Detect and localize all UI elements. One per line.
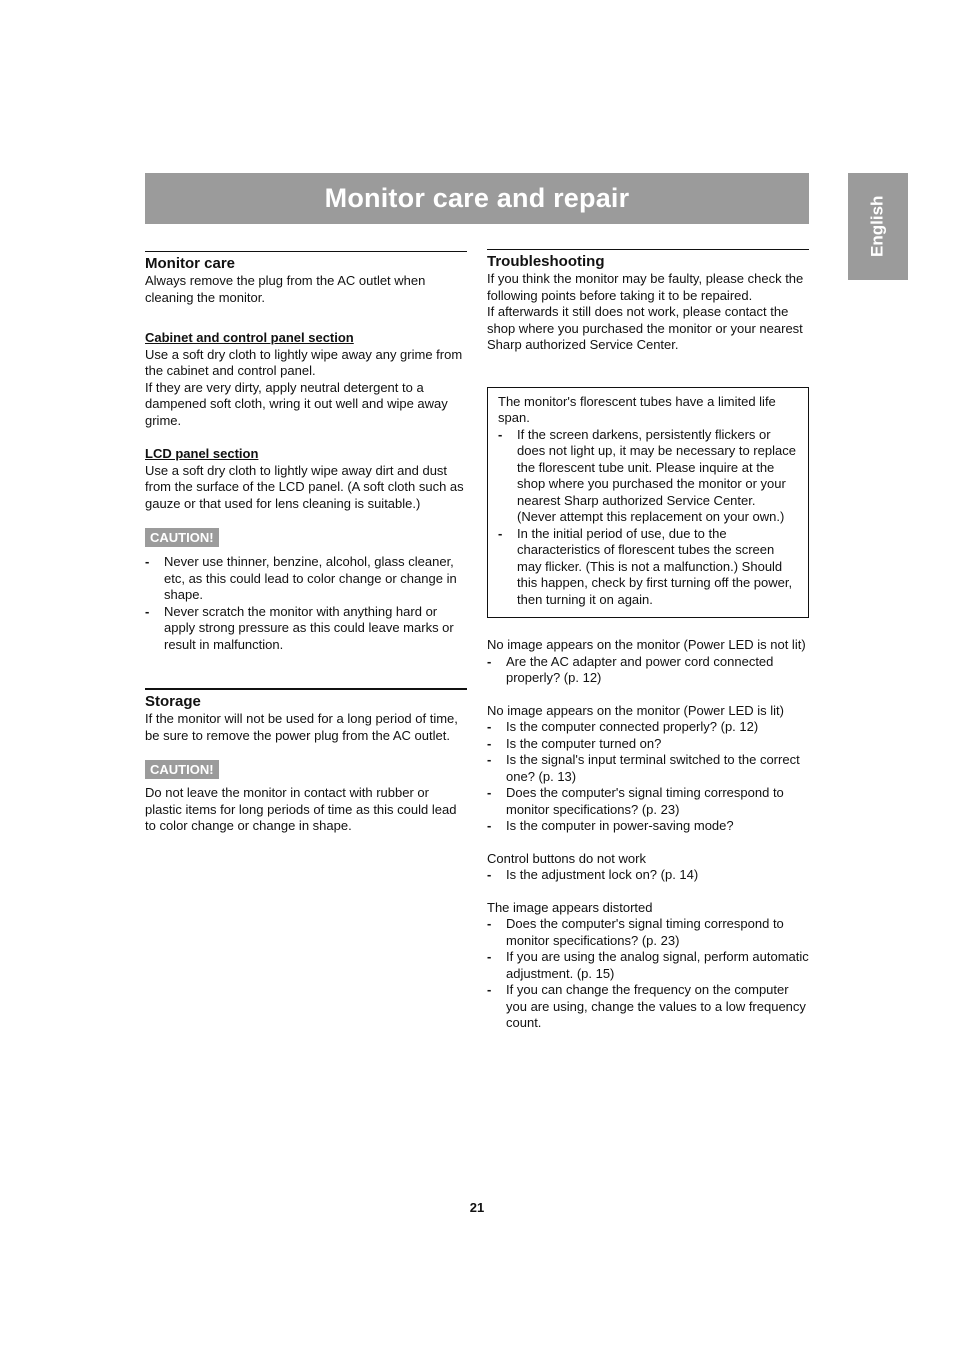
list-item: - If you are using the analog signal, perform automatic adjustment. (p. 15) bbox=[487, 949, 809, 982]
list-item: - Are the AC adapter and power cord connected properly? (p. 12) bbox=[487, 654, 809, 687]
list-item: - Does the computer's signal timing correspond to monitor specifications? (p. 23) bbox=[487, 785, 809, 818]
problem-title: No image appears on the monitor (Power LED is not lit) bbox=[487, 637, 806, 652]
monitor-care-section bbox=[145, 251, 467, 273]
list-item: - Is the computer in power-saving mode? bbox=[487, 818, 809, 835]
list-item: - Is the computer connected properly? (p. 12) bbox=[487, 719, 809, 736]
problem-list bbox=[487, 654, 809, 687]
left-column bbox=[145, 251, 467, 835]
page-title: Monitor care and repair bbox=[324, 183, 630, 214]
troubleshooting-intro-2: If afterwards it still does not work, please contact the shop where you purchased the monitor or your nearest Sharp authorized Service Center. bbox=[487, 304, 803, 352]
language-tab bbox=[848, 173, 908, 280]
notice-lead: The monitor's florescent tubes have a limited life span. bbox=[498, 393, 776, 425]
storage-text: If the monitor will not be used for a long period of time, be sure to remove the power plug from the AC outlet. bbox=[145, 711, 458, 743]
storage-section bbox=[145, 688, 467, 711]
troubleshooting-section bbox=[487, 249, 809, 271]
notice-list bbox=[498, 427, 798, 609]
problem-list bbox=[487, 867, 809, 884]
storage-heading: Storage bbox=[145, 693, 201, 710]
problem-list bbox=[487, 916, 809, 1032]
cabinet-text-2: If they are very dirty, apply neutral detergent to a dampened soft cloth, wring it out well and wipe away grime. bbox=[145, 379, 448, 428]
monitor-care-heading: Monitor care bbox=[145, 255, 236, 272]
problem-no-image-led-on bbox=[487, 703, 809, 835]
list-item: - If the screen darkens, persistently flickers or does not light up, it may be necessary to replace the florescent tube unit. Please inquire at the shop where you purchased the monitor or your nearest Sharp authorized Service Center. (Never attempt this replacement on your own.) bbox=[498, 427, 798, 526]
caution-badge-care-wrap bbox=[145, 528, 467, 547]
cabinet-text: Use a soft dry cloth to lightly wipe away any grime from the cabinet and control panel. bbox=[145, 346, 463, 378]
list-item: - Is the adjustment lock on? (p. 14) bbox=[487, 867, 809, 884]
lcd-text: Use a soft dry cloth to lightly wipe away dirt and dust from the surface of the LCD panel. (A soft cloth such as gauze or that used for lens cleaning is suitable.) bbox=[145, 462, 464, 511]
problem-image-distorted bbox=[487, 900, 809, 1032]
problem-no-image-led-off bbox=[487, 637, 809, 687]
list-item: - Does the computer's signal timing correspond to monitor specifications? (p. 23) bbox=[487, 916, 809, 949]
lcd-heading: LCD panel section bbox=[145, 446, 259, 461]
page-number: 21 bbox=[469, 1200, 485, 1215]
list-item: - Never use thinner, benzine, alcohol, glass cleaner, etc, as this could lead to color change or change in shape. bbox=[145, 554, 467, 604]
problem-list bbox=[487, 719, 809, 835]
language-tab-label: English bbox=[867, 195, 887, 258]
list-item: - If you can change the frequency on the computer you are using, change the values to a low frequency count. bbox=[487, 982, 809, 1032]
troubleshooting-heading: Troubleshooting bbox=[487, 253, 605, 270]
list-item: - In the initial period of use, due to the characteristics of florescent tubes the screen may flicker. (This is not a malfunction.) Should this happen, check by first turning off the power, then turning it on again. bbox=[498, 526, 798, 609]
storage-caution-text: Do not leave the monitor in contact with rubber or plastic items for long periods of time as this could lead to color change or change in shape. bbox=[145, 785, 457, 833]
caution-badge: CAUTION! bbox=[145, 760, 219, 779]
list-item: - Is the signal's input terminal switched to the correct one? (p. 13) bbox=[487, 752, 809, 785]
cabinet-heading: Cabinet and control panel section bbox=[145, 330, 354, 345]
problem-title: The image appears distorted bbox=[487, 899, 653, 915]
florescent-notice-box bbox=[487, 387, 809, 619]
problem-control-buttons bbox=[487, 851, 809, 884]
monitor-care-intro: Always remove the plug from the AC outlet when cleaning the monitor. bbox=[145, 273, 426, 305]
problem-title: Control buttons do not work bbox=[487, 850, 646, 866]
caution-badge-storage-wrap bbox=[145, 760, 467, 779]
list-item: - Is the computer turned on? bbox=[487, 736, 809, 753]
care-caution-list bbox=[145, 554, 467, 653]
list-item: - Never scratch the monitor with anything hard or apply strong pressure as this could leave marks or result in malfunction. bbox=[145, 604, 467, 654]
right-column bbox=[487, 249, 809, 1032]
troubleshooting-intro: If you think the monitor may be faulty, please check the following points before taking it to be repaired. bbox=[487, 271, 804, 303]
problem-title: No image appears on the monitor (Power LED is lit) bbox=[487, 702, 784, 718]
page-title-banner bbox=[145, 173, 809, 224]
caution-badge: CAUTION! bbox=[145, 528, 219, 547]
